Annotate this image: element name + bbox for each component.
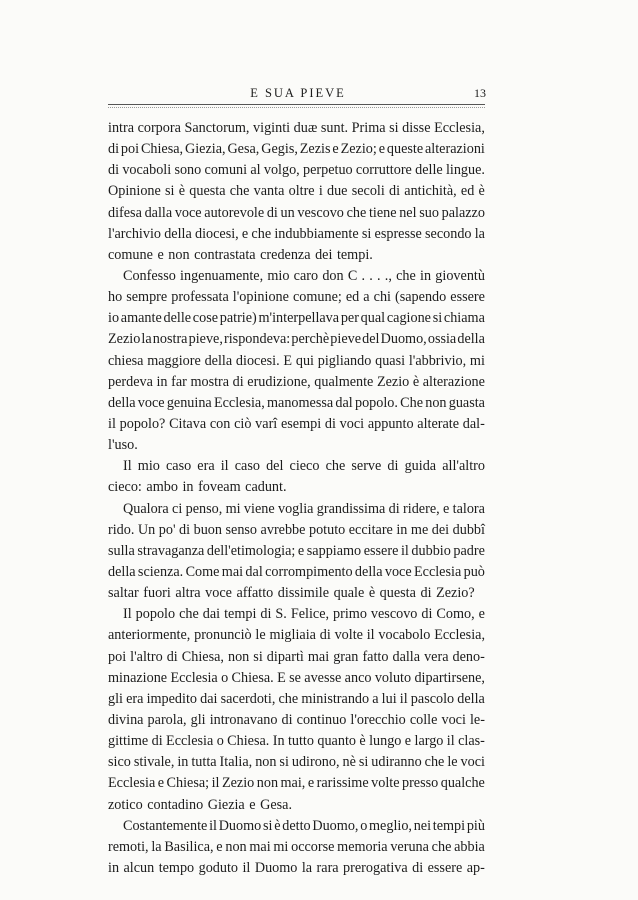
header-rule-dotted [108, 107, 485, 108]
text-line: Costantemente il Duomo si è detto Duomo, o meglio, nei tempi più [123, 817, 485, 834]
text-line: anteriormente, pronunciò le migliaia di volte il vocabolo Ecclesia, [108, 627, 485, 644]
text-line: Qualora ci penso, mi viene voglia grandissima di ridere, e talora [123, 500, 485, 517]
text-line: di vocaboli sono comuni al volgo, perpetuo corruttore delle lingue. [108, 162, 485, 179]
page-number: 13 [474, 86, 486, 100]
text-line: l'uso. [108, 437, 138, 454]
text-line: rido. Un po' di buon senso avrebbe potuto eccitare in me dei dubbî [108, 521, 485, 538]
text-line: Il mio caso era il caso del cieco che serve di guida all'altro [123, 458, 485, 475]
text-line: io amante delle cose patrie) m'interpellava per qual cagione si chiama [108, 310, 485, 327]
text-line: Confesso ingenuamente, mio caro don C . . . ., che in gioventù [123, 267, 485, 284]
text-line: intra corpora Sanctorum, viginti duæ sunt. Prima si disse Ecclesia, [108, 120, 485, 136]
text-line: Opinione si è questa che vanta oltre i due secoli di antichità, ed è [108, 183, 485, 200]
text-line: comune e non contrastata credenza dei tempi. [108, 246, 373, 263]
text-line: della voce genuina Ecclesia, manomessa dal popolo. Che non guasta [108, 394, 485, 411]
text-line: della scienza. Come mai dal corrompimento della voce Ecclesia può [108, 563, 485, 580]
header-rule [108, 104, 485, 105]
text-line: Zezio la nostra pieve, rispondeva: perchè pieve del Duomo, ossia della [108, 331, 485, 348]
text-line: sico stivale, in tutta Italia, non si udirono, nè si udiranno che le voci [108, 754, 485, 771]
text-line: gli era impedito dai sacerdoti, che ministrando a lui il pascolo della [108, 690, 485, 707]
text-line: di poi Chiesa, Giezia, Gesa, Gegis, Zezis e Zezio; e queste alterazioni [108, 141, 485, 158]
text-line: perdeva in far mostra di erudizione, qualmente Zezio è alterazione [108, 373, 485, 390]
text-line: poi l'altro di Chiesa, non si dipartì mai gran fatto dalla vera deno- [108, 648, 485, 665]
text-line: cieco: ambo in foveam cadunt. [108, 479, 287, 496]
text-line: divina parola, gli intronavano di continuo l'orecchio colle voci le- [108, 711, 485, 728]
body-text [108, 118, 485, 876]
text-line: minazione Ecclesia o Chiesa. E se avesse anco voluto dipartirsene, [108, 669, 485, 686]
text-line: gittime di Ecclesia o Chiesa. In tutto quanto è lungo e largo il clas- [108, 733, 485, 750]
text-line: sulla stravaganza dell'etimologia; e sappiamo essere il dubbio padre [108, 542, 485, 559]
running-title: E SUA PIEVE [250, 86, 346, 100]
text-line: remoti, la Basilica, e non mai mi occorse memoria veruna che abbia [108, 838, 485, 855]
text-line: in alcun tempo goduto il Duomo la rara prerogativa di essere ap- [108, 859, 485, 876]
text-line: difesa dalla voce autorevole di un vescovo che tiene nel suo palazzo [108, 204, 485, 221]
text-line: saltar fuori altra voce affatto dissimile quale è questa di Zezio? [108, 585, 475, 602]
text-line: zotico contadino Giezia e Gesa. [108, 796, 293, 813]
text-line: il popolo? Citava con ciò varî esempi di voci appunto alterate dal- [108, 415, 485, 432]
text-line: chiesa maggiore della diocesi. E qui pigliando quasi l'abbrivio, mi [108, 352, 485, 369]
text-line: Ecclesia e Chiesa; il Zezio non mai, e rarissime volte presso qualche [108, 775, 485, 792]
text-line: ho sempre professata l'opinione comune; ed a chi (sapendo essere [108, 289, 485, 306]
page-header [110, 86, 486, 104]
text-line: Il popolo che dai tempi di S. Felice, primo vescovo di Como, e [123, 606, 485, 623]
text-line: l'archivio della diocesi, e che indubbiamente si espresse secondo la [108, 225, 485, 242]
